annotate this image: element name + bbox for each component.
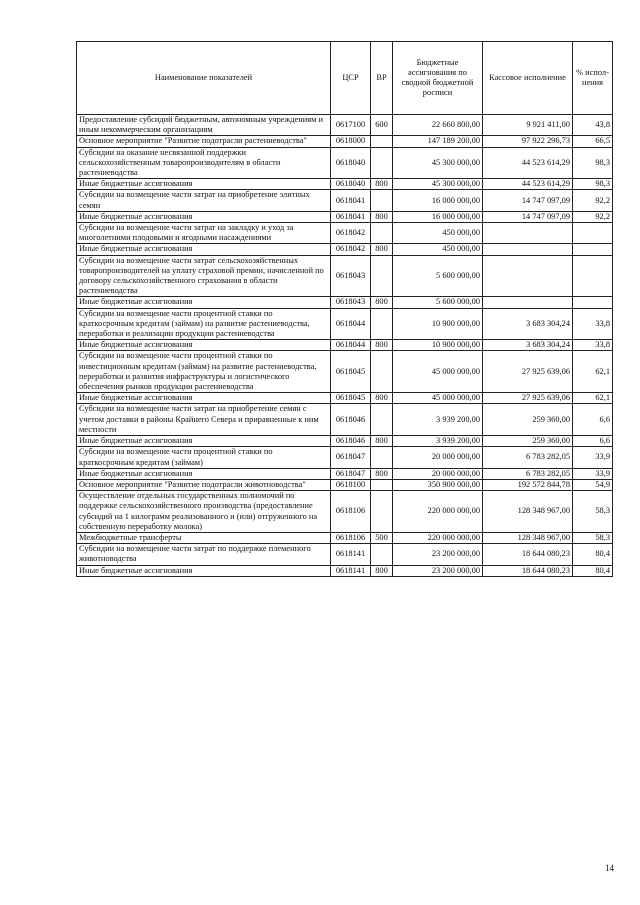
cell-indicator-name: Иные бюджетные ассигнования bbox=[77, 211, 331, 222]
cell-execution-percent bbox=[573, 297, 613, 308]
cell-indicator-name: Субсидии на возмещение части затрат на приобретение элитных семян bbox=[77, 190, 331, 211]
cell-executed-amount: 44 523 614,29 bbox=[483, 179, 573, 190]
cell-executed-amount: 3 683 304,24 bbox=[483, 308, 573, 340]
cell-indicator-name: Осуществление отдельных государственных полномочий по поддержке сельскохозяйственного производства (предоставление субсидий на 1 килограмм реализованного и (или) отгруженного на собственную переработку молока) bbox=[77, 491, 331, 533]
cell-budget-amount: 3 939 200,00 bbox=[393, 436, 483, 447]
cell-vr-code bbox=[371, 479, 393, 490]
cell-indicator-name: Субсидии на возмещение части процентной ставки по инвестиционным кредитам (займам) на развитие растениеводства, переработки и развития инфраструктуры и логистического обеспечения рынков продукции растениеводства bbox=[77, 351, 331, 393]
table-row bbox=[77, 179, 613, 190]
cell-vr-code: 800 bbox=[371, 340, 393, 351]
cell-vr-code: 800 bbox=[371, 565, 393, 576]
cell-indicator-name: Субсидии на возмещение части процентной ставки по краткосрочным кредитам (займам) на развитие растениеводства, переработки и реализации продукции растениеводства bbox=[77, 308, 331, 340]
cell-execution-percent bbox=[573, 223, 613, 244]
table-row bbox=[77, 115, 613, 136]
cell-executed-amount: 259 360,00 bbox=[483, 404, 573, 436]
cell-csr-code: 0618047 bbox=[331, 468, 371, 479]
cell-execution-percent: 6,6 bbox=[573, 404, 613, 436]
cell-vr-code bbox=[371, 351, 393, 393]
cell-executed-amount: 27 925 639,06 bbox=[483, 351, 573, 393]
cell-execution-percent: 54,9 bbox=[573, 479, 613, 490]
page-number: 14 bbox=[605, 863, 614, 873]
cell-indicator-name: Субсидии на возмещение части затрат сельскохозяйственных товаропроизводителей на уплату страховой премии, начисленной по договору сельскохозяйственного страхования в области растениеводства bbox=[77, 255, 331, 297]
cell-executed-amount: 97 922 296,73 bbox=[483, 136, 573, 147]
cell-vr-code bbox=[371, 147, 393, 179]
cell-execution-percent: 6,6 bbox=[573, 436, 613, 447]
cell-executed-amount: 3 683 304,24 bbox=[483, 340, 573, 351]
cell-execution-percent: 58,3 bbox=[573, 532, 613, 543]
cell-indicator-name: Субсидии на оказание несвязанной поддержки сельскохозяйственным товаропроизводителям в области растениеводства bbox=[77, 147, 331, 179]
table-row bbox=[77, 244, 613, 255]
cell-executed-amount bbox=[483, 244, 573, 255]
cell-indicator-name: Иные бюджетные ассигнования bbox=[77, 468, 331, 479]
cell-csr-code: 0618045 bbox=[331, 351, 371, 393]
cell-indicator-name: Основное мероприятие "Развитие подотрасли животноводства" bbox=[77, 479, 331, 490]
cell-execution-percent: 62,1 bbox=[573, 351, 613, 393]
table-row bbox=[77, 297, 613, 308]
table-row bbox=[77, 447, 613, 468]
cell-budget-amount: 10 900 000,00 bbox=[393, 340, 483, 351]
budget-execution-table bbox=[76, 41, 613, 577]
cell-execution-percent: 33,8 bbox=[573, 308, 613, 340]
cell-budget-amount: 5 600 000,00 bbox=[393, 255, 483, 297]
cell-vr-code bbox=[371, 223, 393, 244]
cell-csr-code: 0618040 bbox=[331, 147, 371, 179]
cell-vr-code bbox=[371, 491, 393, 533]
cell-executed-amount: 14 747 097,09 bbox=[483, 211, 573, 222]
cell-vr-code: 600 bbox=[371, 115, 393, 136]
cell-indicator-name: Субсидии на возмещение части затрат на закладку и уход за многолетними плодовыми и ягодными насаждениями bbox=[77, 223, 331, 244]
cell-indicator-name: Субсидии на возмещение части процентной ставки по краткосрочным кредитам (займам) bbox=[77, 447, 331, 468]
cell-csr-code: 0618106 bbox=[331, 491, 371, 533]
table-row bbox=[77, 565, 613, 576]
cell-executed-amount: 18 644 080,23 bbox=[483, 565, 573, 576]
cell-vr-code: 800 bbox=[371, 436, 393, 447]
table-body bbox=[77, 115, 613, 577]
cell-vr-code bbox=[371, 190, 393, 211]
cell-indicator-name: Иные бюджетные ассигнования bbox=[77, 244, 331, 255]
cell-executed-amount: 44 523 614,29 bbox=[483, 147, 573, 179]
cell-budget-amount: 20 000 000,00 bbox=[393, 447, 483, 468]
cell-indicator-name: Межбюджетные трансферты bbox=[77, 532, 331, 543]
cell-vr-code: 800 bbox=[371, 393, 393, 404]
cell-vr-code: 800 bbox=[371, 211, 393, 222]
header-budget-allocations: Бюджетные ассигнования по сводной бюджетной росписи bbox=[393, 42, 483, 115]
cell-vr-code: 800 bbox=[371, 244, 393, 255]
table-row bbox=[77, 308, 613, 340]
cell-indicator-name: Иные бюджетные ассигнования bbox=[77, 297, 331, 308]
cell-budget-amount: 350 900 000,00 bbox=[393, 479, 483, 490]
cell-vr-code bbox=[371, 255, 393, 297]
cell-budget-amount: 45 000 000,00 bbox=[393, 351, 483, 393]
cell-csr-code: 0618041 bbox=[331, 211, 371, 222]
cell-execution-percent: 92,2 bbox=[573, 190, 613, 211]
cell-csr-code: 0618042 bbox=[331, 223, 371, 244]
cell-csr-code: 0617100 bbox=[331, 115, 371, 136]
cell-indicator-name: Иные бюджетные ассигнования bbox=[77, 179, 331, 190]
table-row bbox=[77, 479, 613, 490]
cell-execution-percent: 98,3 bbox=[573, 179, 613, 190]
cell-csr-code: 0618043 bbox=[331, 297, 371, 308]
table-row bbox=[77, 190, 613, 211]
table-header-row bbox=[77, 42, 613, 115]
cell-indicator-name: Субсидии на возмещение части затрат на приобретение семян с учетом доставки в районы Крайнего Севера и приравненные к ним местности bbox=[77, 404, 331, 436]
cell-execution-percent: 62,1 bbox=[573, 393, 613, 404]
cell-budget-amount: 3 939 200,00 bbox=[393, 404, 483, 436]
cell-executed-amount: 27 925 639,06 bbox=[483, 393, 573, 404]
table-row bbox=[77, 211, 613, 222]
cell-execution-percent bbox=[573, 244, 613, 255]
cell-budget-amount: 23 200 000,00 bbox=[393, 565, 483, 576]
header-indicator-name: Наименование показателей bbox=[77, 42, 331, 115]
table-row bbox=[77, 136, 613, 147]
cell-execution-percent bbox=[573, 255, 613, 297]
cell-budget-amount: 45 300 000,00 bbox=[393, 147, 483, 179]
cell-csr-code: 0618047 bbox=[331, 447, 371, 468]
cell-csr-code: 0618046 bbox=[331, 436, 371, 447]
cell-csr-code: 0618000 bbox=[331, 136, 371, 147]
table-row bbox=[77, 147, 613, 179]
cell-csr-code: 0618041 bbox=[331, 190, 371, 211]
cell-csr-code: 0618040 bbox=[331, 179, 371, 190]
header-cash-execution: Кассовое исполнение bbox=[483, 42, 573, 115]
cell-vr-code: 500 bbox=[371, 532, 393, 543]
cell-budget-amount: 450 000,00 bbox=[393, 223, 483, 244]
cell-budget-amount: 450 000,00 bbox=[393, 244, 483, 255]
cell-budget-amount: 22 660 800,00 bbox=[393, 115, 483, 136]
cell-execution-percent: 92,2 bbox=[573, 211, 613, 222]
cell-executed-amount: 6 783 282,05 bbox=[483, 468, 573, 479]
cell-budget-amount: 220 000 000,00 bbox=[393, 532, 483, 543]
cell-csr-code: 0618044 bbox=[331, 340, 371, 351]
cell-execution-percent: 98,3 bbox=[573, 147, 613, 179]
cell-vr-code bbox=[371, 544, 393, 565]
cell-executed-amount bbox=[483, 297, 573, 308]
cell-budget-amount: 45 000 000,00 bbox=[393, 393, 483, 404]
cell-execution-percent: 33,9 bbox=[573, 447, 613, 468]
cell-execution-percent: 58,3 bbox=[573, 491, 613, 533]
cell-vr-code: 800 bbox=[371, 297, 393, 308]
cell-csr-code: 0618100 bbox=[331, 479, 371, 490]
cell-csr-code: 0618043 bbox=[331, 255, 371, 297]
cell-budget-amount: 23 200 000,00 bbox=[393, 544, 483, 565]
cell-indicator-name: Иные бюджетные ассигнования bbox=[77, 393, 331, 404]
cell-execution-percent: 33,8 bbox=[573, 340, 613, 351]
cell-budget-amount: 220 000 000,00 bbox=[393, 491, 483, 533]
cell-executed-amount: 6 783 282,05 bbox=[483, 447, 573, 468]
table-row bbox=[77, 436, 613, 447]
cell-budget-amount: 45 300 000,00 bbox=[393, 179, 483, 190]
table-row bbox=[77, 393, 613, 404]
cell-csr-code: 0618046 bbox=[331, 404, 371, 436]
cell-executed-amount: 128 348 967,00 bbox=[483, 491, 573, 533]
cell-indicator-name: Предоставление субсидий бюджетным, автономным учреждениям и иным некоммерческим организациям bbox=[77, 115, 331, 136]
cell-budget-amount: 16 000 000,00 bbox=[393, 211, 483, 222]
cell-execution-percent: 43,8 bbox=[573, 115, 613, 136]
table-row bbox=[77, 351, 613, 393]
cell-vr-code: 800 bbox=[371, 179, 393, 190]
cell-executed-amount: 259 360,00 bbox=[483, 436, 573, 447]
cell-budget-amount: 5 600 000,00 bbox=[393, 297, 483, 308]
cell-indicator-name: Субсидии на возмещение части затрат по поддержке племенного животноводства bbox=[77, 544, 331, 565]
cell-executed-amount bbox=[483, 223, 573, 244]
cell-indicator-name: Иные бюджетные ассигнования bbox=[77, 436, 331, 447]
cell-executed-amount: 9 921 411,00 bbox=[483, 115, 573, 136]
cell-vr-code: 800 bbox=[371, 468, 393, 479]
cell-indicator-name: Основное мероприятие "Развитие подотрасли растениеводства" bbox=[77, 136, 331, 147]
cell-vr-code bbox=[371, 136, 393, 147]
cell-csr-code: 0618045 bbox=[331, 393, 371, 404]
cell-vr-code bbox=[371, 447, 393, 468]
cell-vr-code bbox=[371, 404, 393, 436]
cell-budget-amount: 10 900 000,00 bbox=[393, 308, 483, 340]
cell-executed-amount: 18 644 080,23 bbox=[483, 544, 573, 565]
cell-budget-amount: 16 000 000,00 bbox=[393, 190, 483, 211]
cell-csr-code: 0618106 bbox=[331, 532, 371, 543]
table-row bbox=[77, 404, 613, 436]
cell-executed-amount bbox=[483, 255, 573, 297]
cell-budget-amount: 147 189 200,00 bbox=[393, 136, 483, 147]
table-row bbox=[77, 340, 613, 351]
cell-csr-code: 0618044 bbox=[331, 308, 371, 340]
table-row bbox=[77, 255, 613, 297]
cell-vr-code bbox=[371, 308, 393, 340]
cell-execution-percent: 66,5 bbox=[573, 136, 613, 147]
budget-report-sheet bbox=[76, 41, 612, 577]
cell-budget-amount: 20 000 000,00 bbox=[393, 468, 483, 479]
header-execution-percent: % испол-нения bbox=[573, 42, 613, 115]
table-row bbox=[77, 544, 613, 565]
table-row bbox=[77, 223, 613, 244]
header-vr: ВР bbox=[371, 42, 393, 115]
cell-execution-percent: 80,4 bbox=[573, 544, 613, 565]
cell-execution-percent: 33,9 bbox=[573, 468, 613, 479]
cell-executed-amount: 128 348 967,00 bbox=[483, 532, 573, 543]
table-row bbox=[77, 468, 613, 479]
table-row bbox=[77, 491, 613, 533]
cell-executed-amount: 192 572 844,78 bbox=[483, 479, 573, 490]
cell-execution-percent: 80,4 bbox=[573, 565, 613, 576]
cell-executed-amount: 14 747 097,09 bbox=[483, 190, 573, 211]
cell-csr-code: 0618141 bbox=[331, 544, 371, 565]
cell-indicator-name: Иные бюджетные ассигнования bbox=[77, 340, 331, 351]
cell-csr-code: 0618141 bbox=[331, 565, 371, 576]
header-csr: ЦСР bbox=[331, 42, 371, 115]
table-row bbox=[77, 532, 613, 543]
cell-indicator-name: Иные бюджетные ассигнования bbox=[77, 565, 331, 576]
cell-csr-code: 0618042 bbox=[331, 244, 371, 255]
